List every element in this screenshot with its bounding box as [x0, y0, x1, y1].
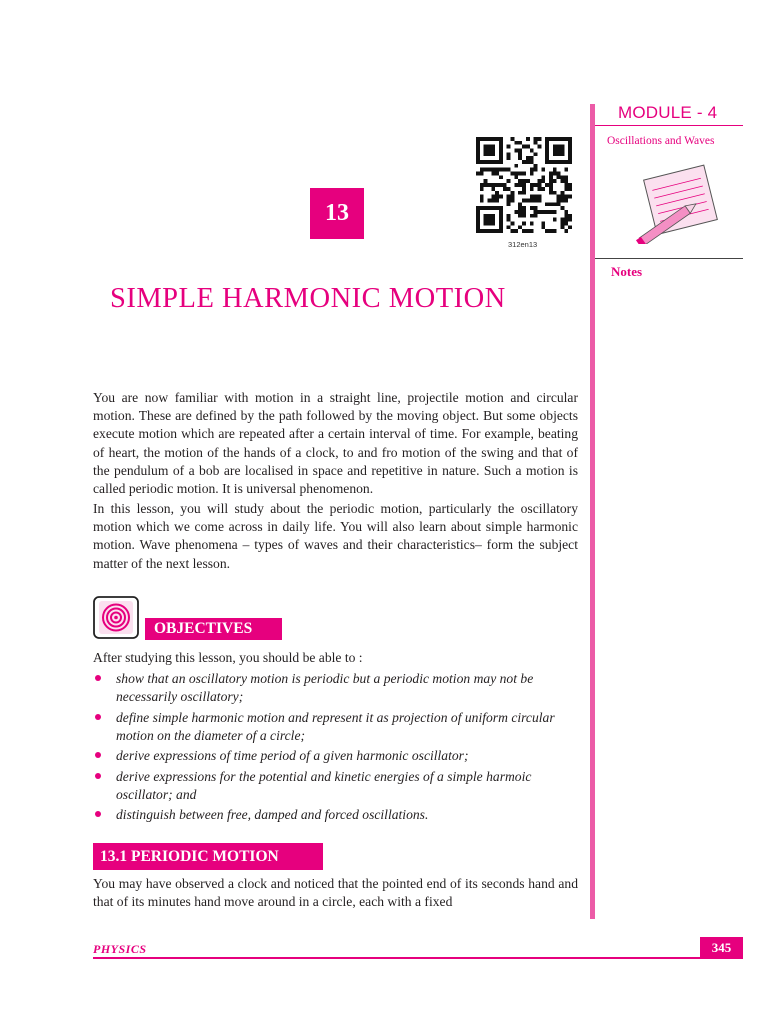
margin-rule	[590, 104, 595, 919]
chapter-number: 13	[310, 188, 364, 239]
bullet-icon	[95, 714, 101, 720]
list-item: define simple harmonic motion and represent it as projection of uniform circular motion on the diameter of a circle;	[93, 709, 583, 745]
section-paragraph-1: You may have observed a clock and noticed that the pointed end of its seconds hand and that of its minutes hand move around in a circle, each with a fixed	[93, 876, 578, 910]
notes-label: Notes	[611, 264, 643, 279]
notes-divider	[595, 258, 743, 259]
objectives-intro: After studying this lesson, you should be able to :	[93, 650, 363, 665]
notepad-pencil-icon	[634, 162, 726, 244]
module-subtitle: Oscillations and Waves	[607, 135, 715, 147]
module-label: MODULE - 4	[618, 103, 718, 122]
page-number: 345	[700, 937, 743, 959]
bullet-icon	[95, 811, 101, 817]
qr-caption: 312en13	[508, 240, 538, 249]
intro-paragraph-1: You are now familiar with motion in a straight line, projectile motion and circular motion. These are defined by the path followed by the moving object. But some objects execute motion which are repeated after a certain interval of time. For example, beating of heart, the motion of the hands of a clock, to and fro motion of the swing and that of the pendulum of a bob are localised in space and repetitive in nature. Such a motion is called periodic motion. It is universal phenomenon.	[93, 390, 578, 497]
bullet-icon	[95, 752, 101, 758]
list-item: derive expressions of time period of a given harmonic oscillator;	[93, 747, 583, 765]
footer-subject: PHYSICS	[93, 942, 147, 956]
footer-rule	[93, 957, 743, 959]
bullet-icon	[95, 675, 101, 681]
chapter-title: SIMPLE HARMONIC MOTION	[110, 283, 506, 314]
section-heading: 13.1 PERIODIC MOTION	[93, 843, 323, 870]
intro-paragraph-2: In this lesson, you will study about the periodic motion, particularly the oscillatory motion which we come across in daily life. You will also learn about simple harmonic motion. Wave phenomena – types of waves and their characteristics– form the subject matter of the next lesson.	[93, 501, 578, 571]
objectives-heading: OBJECTIVES	[145, 618, 282, 640]
list-item: derive expressions for the potential and kinetic energies of a simple harmoic oscillator; and	[93, 768, 583, 804]
qr-code-icon	[476, 137, 572, 233]
list-item: distinguish between free, damped and forced oscillations.	[93, 806, 583, 824]
objectives-list	[93, 670, 583, 827]
target-icon	[93, 596, 139, 639]
bullet-icon	[95, 773, 101, 779]
module-divider	[595, 125, 743, 126]
list-item: show that an oscillatory motion is periodic but a periodic motion may not be necessarily oscillatory;	[93, 670, 583, 706]
